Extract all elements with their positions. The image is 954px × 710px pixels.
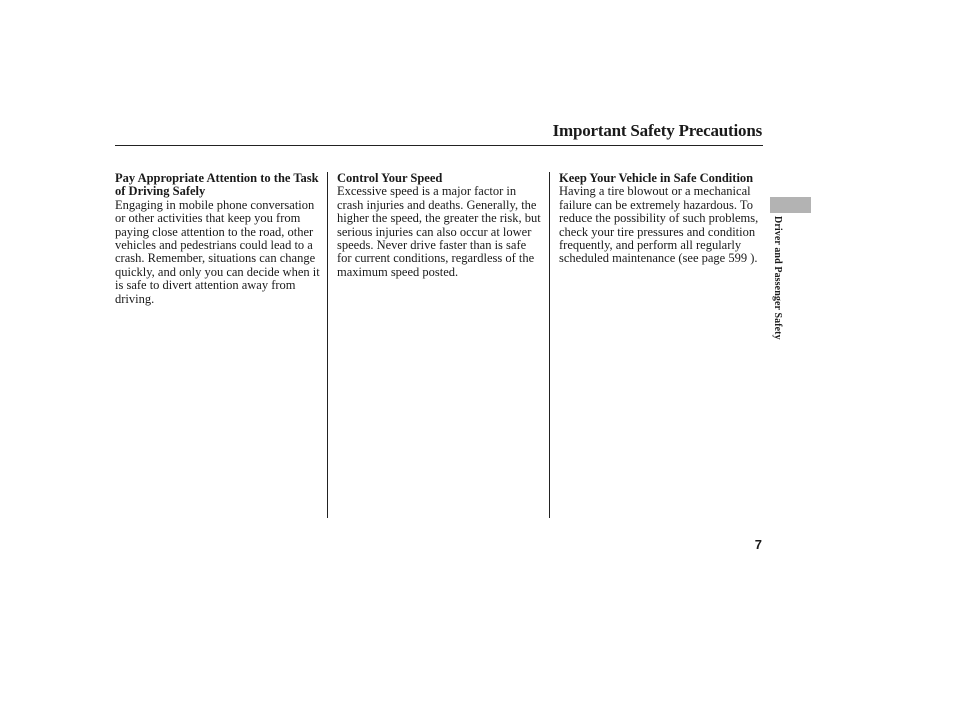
section-heading-speed: Control Your Speed: [337, 171, 443, 185]
column-divider-2: [549, 172, 550, 518]
section-body-vehicle-condition: Having a tire blowout or a mechanical failure can be extremely hazardous. To reduce the possibility of such problems, check your tire pressures and condition frequently, and perform all regularly scheduled maintenance (see page 599 ).: [559, 184, 759, 266]
column-attention: [115, 172, 321, 306]
column-vehicle-condition: [559, 172, 763, 266]
page-number: 7: [754, 537, 762, 552]
chapter-tab: [770, 197, 811, 213]
column-divider-1: [327, 172, 328, 518]
page-title: Important Safety Precautions: [552, 121, 762, 140]
section-heading-vehicle-condition: Keep Your Vehicle in Safe Condition: [559, 171, 754, 185]
section-heading-attention: Pay Appropriate Attention to the Task of Driving Safely: [115, 171, 319, 199]
section-body-speed: Excessive speed is a major factor in crash injuries and deaths. Generally, the higher the speed, the greater the risk, but serious injuries can also occur at lower speeds. Never drive faster than is safe for current conditions, regardless of the maximum speed posted.: [337, 184, 541, 279]
chapter-label: Driver and Passenger Safety: [772, 216, 783, 340]
section-body-attention: Engaging in mobile phone conversation or other activities that keep you from paying close attention to the road, other vehicles and pedestrians could lead to a crash. Remember, situations can change quickly, and only you can decide when it is safe to divert attention away from driving.: [115, 197, 320, 306]
column-speed: [337, 172, 543, 279]
title-divider: [115, 145, 763, 146]
